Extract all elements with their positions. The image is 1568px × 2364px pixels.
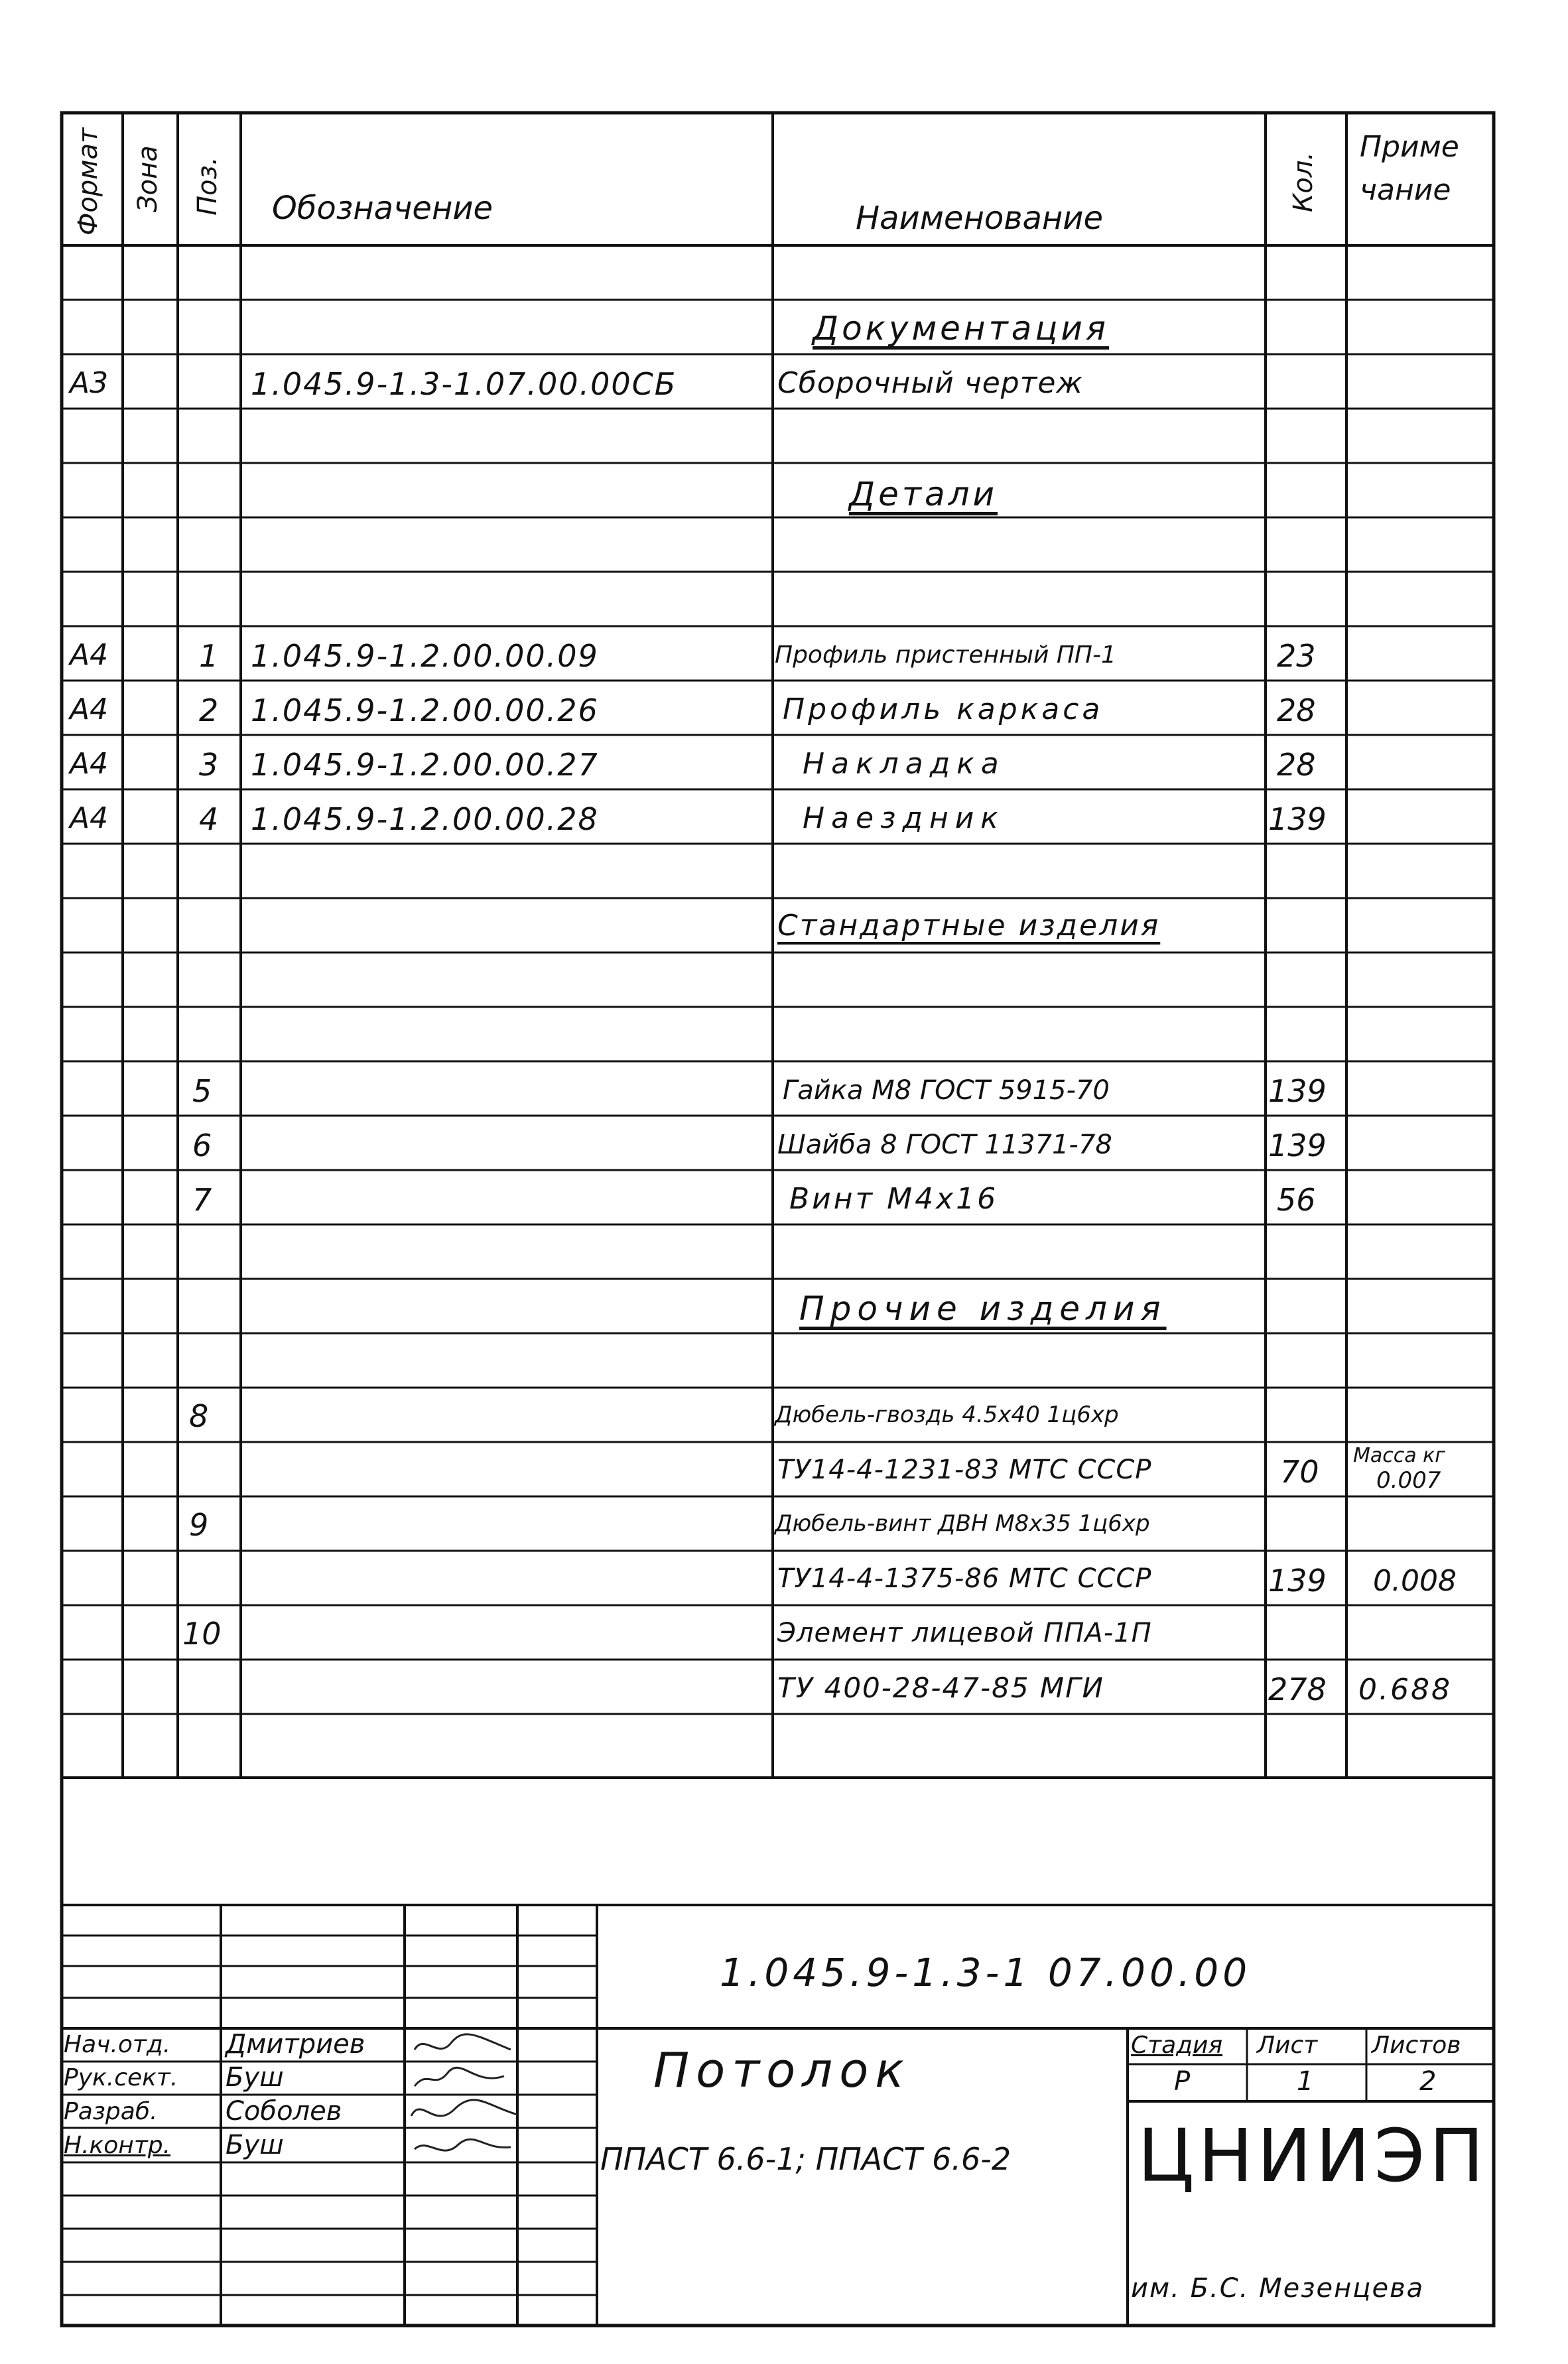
table-row-8-name: Дюбель-гвоздь 4.5х40 1ц6хр bbox=[775, 1402, 1119, 1428]
table-row-3-qty: 28 bbox=[1277, 747, 1316, 783]
person-1: Дмитриев bbox=[226, 2029, 365, 2060]
table-row-2-name: Профиль каркаса bbox=[783, 692, 1104, 726]
table-row-5-name: Гайка М8 ГОСТ 5915-70 bbox=[783, 1075, 1110, 1106]
assembly-designation: 1.045.9-1.3-1.07.00.00СБ bbox=[251, 366, 677, 402]
table-row-5-qty: 139 bbox=[1268, 1073, 1327, 1109]
role-4: Н.контр. bbox=[64, 2132, 171, 2159]
header-qty: Кол. bbox=[1288, 151, 1319, 212]
table-row-8-pos: 8 bbox=[189, 1398, 209, 1434]
table-row-9b-qty: 139 bbox=[1268, 1563, 1327, 1599]
document-code: 1.045.9-1.3-1 07.00.00 bbox=[720, 1950, 1252, 1995]
sheet-value: 1 bbox=[1297, 2066, 1314, 2097]
table-row-10b-note: 0.688 bbox=[1358, 1673, 1452, 1707]
table-row-10-name: Элемент лицевой ППА-1П bbox=[777, 1618, 1152, 1648]
assembly-name: Сборочный чертеж bbox=[777, 366, 1084, 400]
table-row-7-qty: 56 bbox=[1277, 1182, 1316, 1218]
table-row-3-pos: 3 bbox=[199, 747, 219, 783]
header-format: Формат bbox=[73, 127, 103, 235]
header-pos: Поз. bbox=[192, 157, 223, 216]
table-row-1-pos: 1 bbox=[199, 638, 219, 674]
table-row-10b-name: ТУ 400-28-47-85 МГИ bbox=[777, 1672, 1104, 1704]
table-row-7-name: Винт М4х16 bbox=[789, 1182, 999, 1216]
person-2: Буш bbox=[226, 2062, 284, 2093]
table-row-4-designation: 1.045.9-1.2.00.00.28 bbox=[251, 801, 599, 837]
table-row-4-qty: 139 bbox=[1268, 801, 1327, 837]
table-row-10b-qty: 278 bbox=[1268, 1672, 1327, 1707]
header-zone: Зона bbox=[133, 145, 163, 212]
header-note-line2: чание bbox=[1360, 173, 1451, 207]
table-row-3-designation: 1.045.9-1.2.00.00.27 bbox=[251, 747, 599, 783]
table-row-8b-note-value: 0.007 bbox=[1376, 1467, 1441, 1494]
table-row-6-name: Шайба 8 ГОСТ 11371-78 bbox=[777, 1130, 1112, 1160]
table-row-5-pos: 5 bbox=[192, 1073, 212, 1109]
table-row-8b-note-label: Масса кг bbox=[1353, 1444, 1446, 1467]
organization-name: ЦНИИЭП bbox=[1138, 2113, 1488, 2198]
person-4: Буш bbox=[226, 2130, 284, 2160]
table-row-2-format: А4 bbox=[70, 692, 109, 726]
header-name: Наименование bbox=[856, 200, 1104, 237]
table-row-6-pos: 6 bbox=[192, 1128, 212, 1163]
table-row-7-pos: 7 bbox=[192, 1182, 212, 1218]
sheets-value: 2 bbox=[1419, 2066, 1437, 2097]
table-row-3-name: Накладка bbox=[803, 747, 1006, 781]
section-standard-items: Стандартные изделия bbox=[777, 909, 1161, 943]
role-2: Рук.сект. bbox=[64, 2064, 178, 2091]
table-row-3-format: А4 bbox=[70, 747, 109, 781]
table-row-6-qty: 139 bbox=[1268, 1128, 1327, 1163]
table-row-4-format: А4 bbox=[70, 801, 109, 835]
role-1: Нач.отд. bbox=[64, 2031, 171, 2058]
section-other-items: Прочие изделия bbox=[799, 1289, 1167, 1328]
stage-label: Стадия bbox=[1131, 2032, 1223, 2059]
header-designation: Обозначение bbox=[272, 190, 493, 227]
sheet-label: Лист bbox=[1257, 2032, 1318, 2059]
section-documentation: Документация bbox=[813, 309, 1109, 348]
table-row-1-designation: 1.045.9-1.2.00.00.09 bbox=[251, 638, 599, 674]
sheets-label: Листов bbox=[1372, 2032, 1461, 2059]
signature-1 bbox=[411, 2030, 517, 2063]
table-row-1-format: А4 bbox=[70, 638, 109, 672]
signature-3 bbox=[408, 2096, 521, 2129]
header-note-line1: Приме bbox=[1360, 130, 1459, 164]
table-row-9-pos: 9 bbox=[189, 1507, 209, 1543]
table-row-8b-name: ТУ14-4-1231-83 МТС СССР bbox=[777, 1455, 1152, 1485]
signature-2 bbox=[411, 2063, 517, 2096]
signature-4 bbox=[411, 2131, 517, 2164]
table-row-4-name: Наездник bbox=[803, 801, 1005, 835]
role-3: Разраб. bbox=[64, 2098, 158, 2125]
table-row-2-pos: 2 bbox=[199, 692, 219, 728]
table-row-2-designation: 1.045.9-1.2.00.00.26 bbox=[251, 692, 599, 728]
table-row-1-name: Профиль пристенный ПП-1 bbox=[775, 641, 1116, 669]
table-row-9b-name: ТУ14-4-1375-86 МТС СССР bbox=[777, 1563, 1152, 1594]
table-row-1-qty: 23 bbox=[1277, 638, 1316, 674]
table-row-8b-qty: 70 bbox=[1280, 1454, 1319, 1490]
table-row-9b-note: 0.008 bbox=[1373, 1564, 1457, 1598]
assembly-format: А3 bbox=[70, 366, 109, 400]
table-row-9-name: Дюбель-винт ДВН М8х35 1ц6хр bbox=[775, 1510, 1150, 1537]
person-3: Соболев bbox=[226, 2096, 342, 2127]
stage-value: Р bbox=[1174, 2066, 1191, 2097]
document-subtitle: ППАСТ 6.6-1; ППАСТ 6.6-2 bbox=[600, 2141, 1012, 2177]
table-row-2-qty: 28 bbox=[1277, 692, 1316, 728]
document-title: Потолок bbox=[653, 2042, 911, 2098]
section-details: Детали bbox=[849, 475, 998, 513]
table-row-4-pos: 4 bbox=[199, 801, 219, 837]
organization-subtitle: им. Б.С. Мезенцева bbox=[1131, 2273, 1425, 2304]
table-row-10-pos: 10 bbox=[182, 1616, 222, 1652]
